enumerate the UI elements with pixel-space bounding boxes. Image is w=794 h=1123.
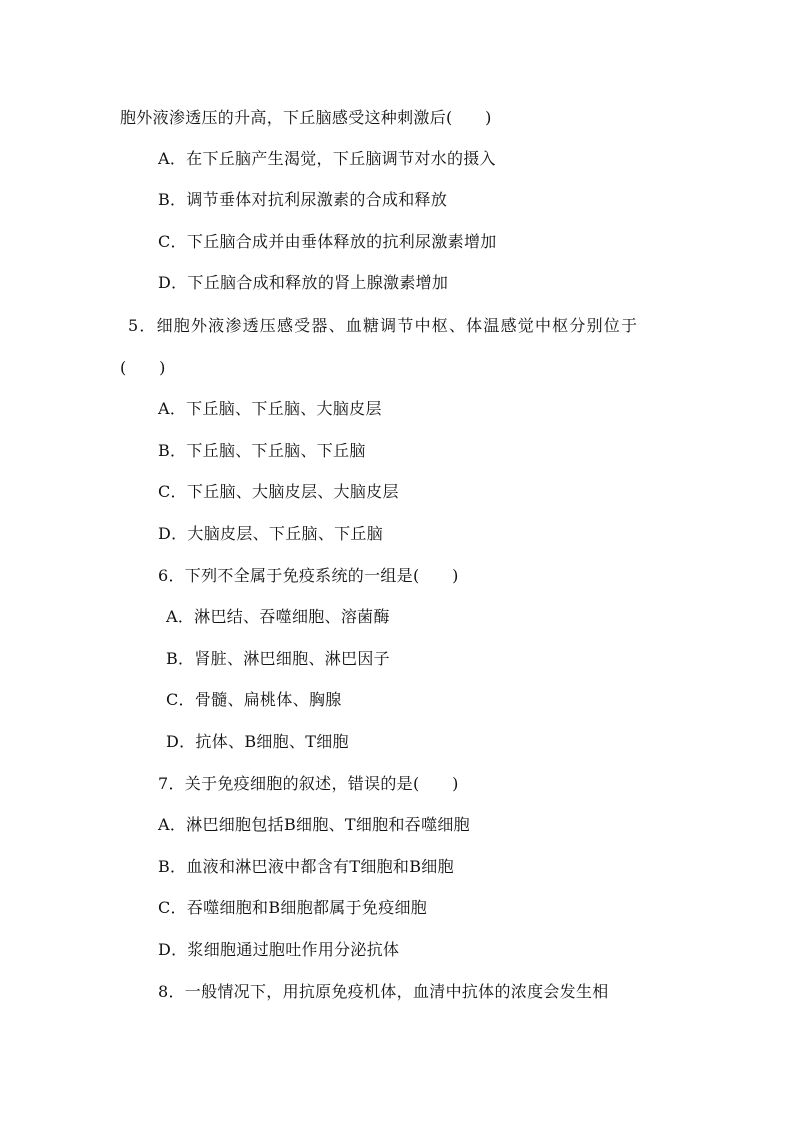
question-6-option-b: B．肾脏、淋巴细胞、淋巴因子 [166, 649, 390, 668]
question-7-option-c: C．吞噬细胞和B细胞都属于免疫细胞 [158, 898, 428, 917]
question-4-option-d: D．下丘脑合成和释放的肾上腺激素增加 [158, 273, 449, 292]
question-7-option-d: D．浆细胞通过胞吐作用分泌抗体 [158, 940, 400, 959]
question-8-stem: 8．一般情况下，用抗原免疫机体，血清中抗体的浓度会发生相 [158, 982, 609, 1001]
question-6-stem: 6．下列不全属于免疫系统的一组是( ) [158, 566, 459, 585]
question-7-option-b: B．血液和淋巴液中都含有T细胞和B细胞 [158, 857, 454, 876]
question-5-option-d: D．大脑皮层、下丘脑、下丘脑 [158, 524, 384, 543]
question-4-stem-continued: 胞外液渗透压的升高，下丘脑感受这种刺激后( ) [120, 108, 492, 127]
question-6-option-a: A．淋巴结、吞噬细胞、溶菌酶 [166, 607, 390, 626]
question-6-option-c: C．骨髓、扁桃体、胸腺 [166, 690, 342, 709]
question-7-stem: 7．关于免疫细胞的叙述，错误的是( ) [158, 774, 459, 793]
question-7-option-a: A．淋巴细胞包括B细胞、T细胞和吞噬细胞 [158, 815, 470, 834]
question-5-option-c: C．下丘脑、大脑皮层、大脑皮层 [158, 482, 399, 501]
question-5-option-a: A．下丘脑、下丘脑、大脑皮层 [158, 399, 382, 418]
question-5-option-b: B．下丘脑、下丘脑、下丘脑 [158, 441, 366, 460]
question-4-option-c: C．下丘脑合成并由垂体释放的抗利尿激素增加 [158, 232, 497, 251]
question-5-stem: 5．细胞外液渗透压感受器、血糖调节中枢、体温感觉中枢分别位于 [128, 316, 639, 335]
question-4-option-a: A．在下丘脑产生渴觉，下丘脑调节对水的摄入 [158, 149, 496, 168]
question-5-stem-bracket: ( ) [120, 358, 166, 377]
question-6-option-d: D．抗体、B细胞、T细胞 [166, 732, 349, 751]
question-4-option-b: B．调节垂体对抗利尿激素的合成和释放 [158, 190, 448, 209]
